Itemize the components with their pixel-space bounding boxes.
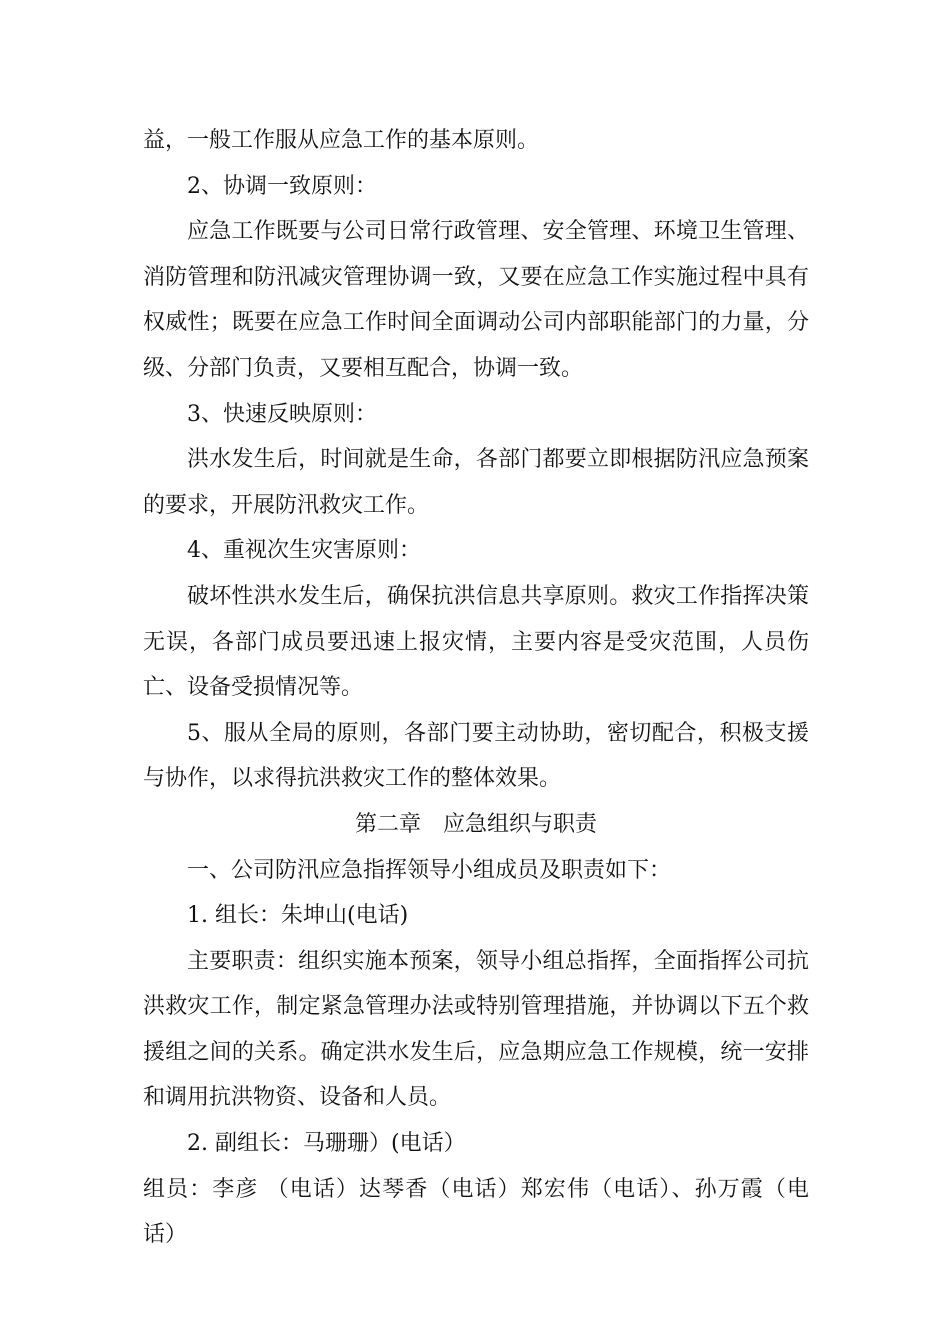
principle-body-4: 破坏性洪水发生后，确保抗洪信息共享原则。救灾工作指挥决策无误，各部门成员要迅速上报灾情，主要内容是受灾范围，人员伤亡、设备受损情况等。 (143, 583, 809, 701)
principle-5: 5、服从全局的原则，各部门要主动协助，密切配合，积极支援与协作，以求得抗洪救灾工作的整体效果。 (143, 720, 809, 792)
principle-heading-2: 2、协调一致原则： (187, 173, 377, 199)
deputy-leader-line: 2. 副组长：马珊珊）(电话） (187, 1131, 466, 1157)
members-line: 组员：李彦 （电话）达琴香（电话）郑宏伟（电话）、孙万霞（电话） (143, 1176, 809, 1248)
section-heading: 一、公司防汛应急指挥领导小组成员及职责如下： (187, 857, 672, 883)
document-body (143, 118, 809, 1258)
principle-body-2: 应急工作既要与公司日常行政管理、安全管理、环境卫生管理、消防管理和防汛减灾管理协调一致，又要在应急工作实施过程中具有权威性；既要在应急工作时间全面调动公司内部职能部门的力量，分级、分部门负责，又要相互配合，协调一致。 (143, 219, 809, 381)
chapter-title: 第二章 应急组织与职责 (354, 811, 597, 837)
leader-line: 1. 组长：朱坤山(电话) (187, 903, 409, 929)
principle-body-3: 洪水发生后，时间就是生命，各部门都要立即根据防汛应急预案的要求，开展防汛救灾工作。 (143, 447, 809, 518)
paragraph-continuation: 益，一般工作服从应急工作的基本原则。 (143, 128, 540, 153)
principle-heading-4: 4、重视次生灾害原则： (187, 538, 421, 564)
leader-duties: 主要职责：组织实施本预案，领导小组总指挥，全面指挥公司抗洪救灾工作，制定紧急管理办法或特别管理措施，并协调以下五个救援组之间的关系。确定洪水发生后，应急期应急工作规模，统一安排和调用抗洪物资、设备和人员。 (143, 948, 809, 1111)
principle-heading-3: 3、快速反映原则： (187, 401, 377, 427)
